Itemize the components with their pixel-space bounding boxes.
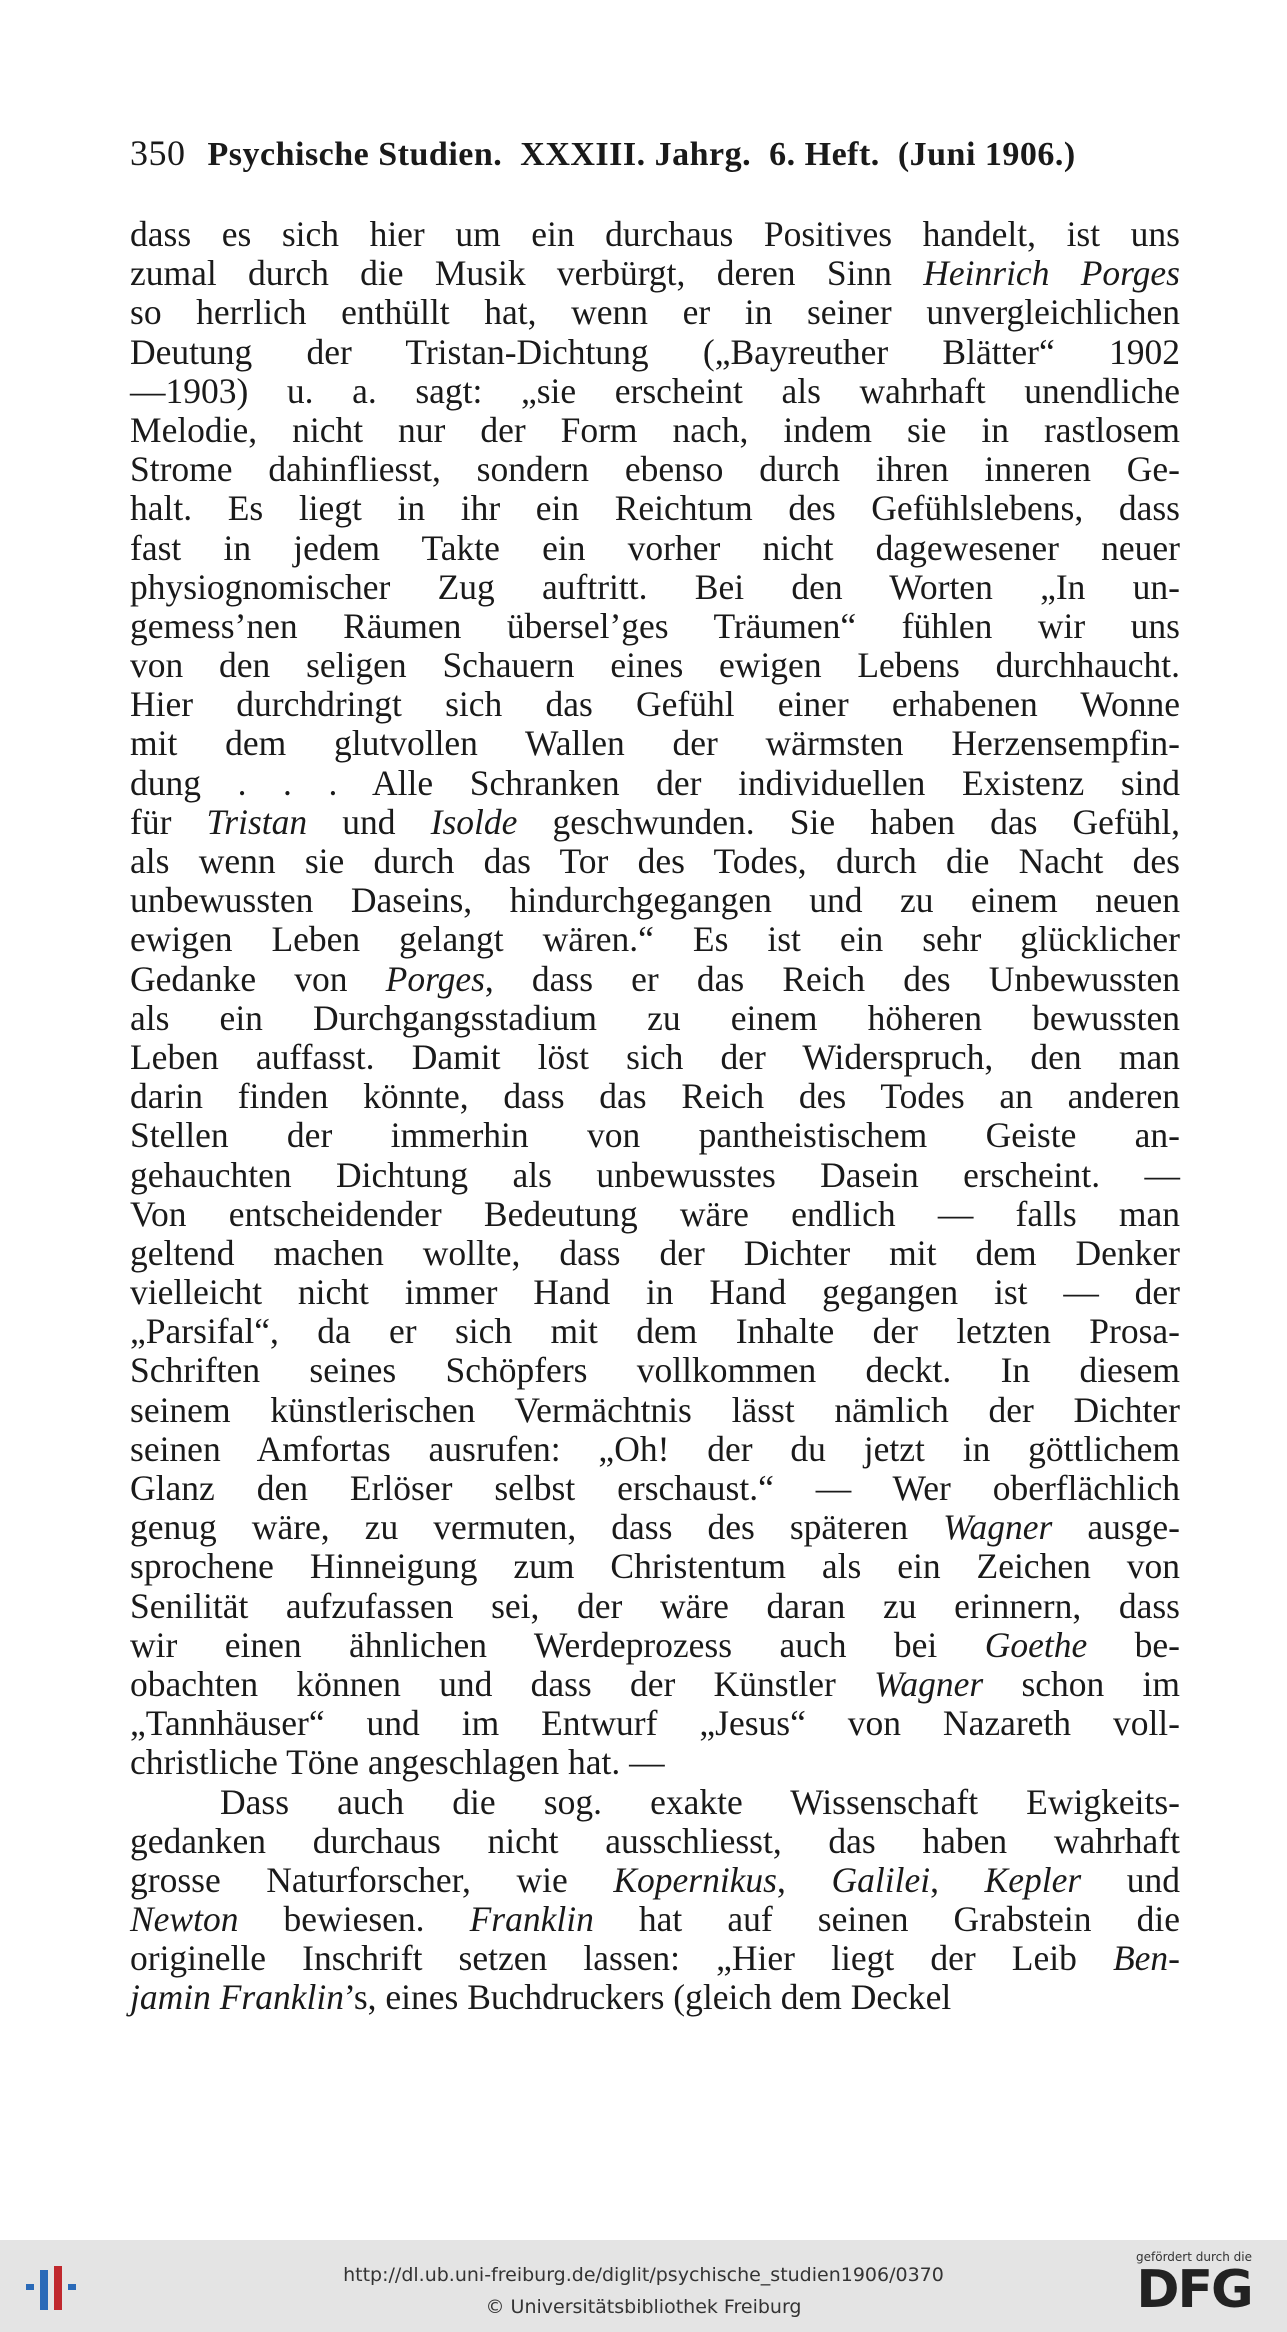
text-line — [130, 1978, 1180, 2017]
text-line — [130, 450, 1180, 489]
text-run: als ein Durchgangsstadium zu einem höheren bewussten — [130, 997, 1180, 1038]
text-run: so herrlich enthüllt hat, wenn er in seiner unvergleichlichen — [130, 292, 1180, 333]
text-run: dung . . . Alle Schranken der individuellen Existenz sind — [130, 762, 1180, 803]
text-line — [130, 1587, 1180, 1626]
text-run: Strome dahinfliesst, sondern ebenso durch ihren inneren Ge- — [130, 449, 1180, 490]
text-run: mit dem glutvollen Wallen der wärmsten Herzensempfin- — [130, 723, 1180, 764]
text-line — [130, 1077, 1180, 1116]
italic-name: Heinrich Porges — [923, 253, 1180, 294]
text-run: Glanz den Erlöser selbst erschaust.“ — Wer oberflächlich — [130, 1468, 1180, 1508]
text-line — [130, 960, 1180, 999]
text-line — [130, 411, 1180, 450]
issue: 6. Heft. — [769, 136, 880, 173]
text-run: seinem künstlerischen Vermächtnis lässt nämlich der Dichter — [130, 1389, 1180, 1430]
text-line — [130, 1626, 1180, 1665]
text-line — [130, 529, 1180, 568]
body-text — [130, 215, 1180, 2018]
italic-name: Ben- — [1112, 1938, 1180, 1979]
text-run: sprochene Hinneigung zum Christentum als ein Zeichen von — [130, 1546, 1180, 1587]
text-line — [130, 333, 1180, 372]
text-line — [130, 803, 1180, 842]
text-run: für — [130, 801, 207, 842]
text-run: Deutung der Tristan-Dichtung („Bayreuther Blätter“ 1902 — [130, 331, 1180, 372]
text-line — [130, 1391, 1180, 1430]
text-run: —1903) u. a. sagt: „sie erscheint als wahrhaft unendliche — [130, 370, 1180, 411]
text-run: , — [930, 1859, 985, 1900]
text-line — [130, 1038, 1180, 1077]
text-line — [130, 489, 1180, 528]
text-line — [130, 881, 1180, 920]
text-line — [130, 254, 1180, 293]
text-run: und — [307, 801, 431, 842]
text-line — [130, 215, 1180, 254]
italic-name: Franklin — [469, 1899, 594, 1940]
text-line — [130, 1861, 1180, 1900]
text-line — [130, 764, 1180, 803]
italic-name: Galilei — [831, 1859, 931, 1900]
text-run: zumal durch die Musik verbürgt, deren Sinn — [130, 253, 924, 294]
text-line — [130, 1665, 1180, 1704]
text-run: ewigen Leben gelangt wären.“ Es ist ein sehr glücklicher — [130, 919, 1180, 960]
text-run: gehauchten Dichtung als unbewusstes Dasein erscheint. — — [130, 1154, 1180, 1195]
text-line — [130, 1234, 1180, 1273]
italic-name: Newton — [130, 1899, 239, 1940]
funding-text: gefördert durch die — [1136, 2250, 1252, 2264]
italic-name: Tristan — [206, 801, 308, 842]
text-run: be- — [1087, 1624, 1180, 1665]
text-line — [130, 372, 1180, 411]
text-line — [130, 1116, 1180, 1155]
text-run: ’s, eines Buchdruckers (gleich dem Deckel — [343, 1977, 952, 2018]
running-header — [130, 132, 1180, 174]
text-line — [130, 1312, 1180, 1351]
text-run: , — [777, 1859, 832, 1900]
text-line — [130, 1469, 1180, 1508]
text-run: und — [1081, 1859, 1181, 1900]
text-run: dass es sich hier um ein durchaus Positives handelt, ist uns — [130, 214, 1180, 254]
italic-name: Isolde — [430, 801, 518, 842]
text-run: schon im — [983, 1663, 1180, 1704]
text-run: Senilität aufzufassen sei, der wäre daran zu erinnern, dass — [130, 1585, 1180, 1626]
text-run: halt. Es liegt in ihr ein Reichtum des Gefühlslebens, dass — [130, 488, 1180, 529]
italic-name: Goethe — [984, 1624, 1088, 1665]
text-run: fast in jedem Takte ein vorher nicht dagewesener neuer — [130, 527, 1180, 568]
text-run: Leben auffasst. Damit löst sich der Widerspruch, den man — [130, 1036, 1180, 1077]
text-run: Gedanke von — [130, 958, 386, 999]
text-line — [130, 1900, 1180, 1939]
text-line — [130, 999, 1180, 1038]
text-run: „Tannhäuser“ und im Entwurf „Jesus“ von Nazareth voll- — [130, 1703, 1180, 1744]
text-run: Melodie, nicht nur der Form nach, indem sie in rastlosem — [130, 409, 1180, 450]
text-run: ausge- — [1052, 1507, 1180, 1548]
text-line — [130, 1743, 1180, 1782]
text-run: „Parsifal“, da er sich mit dem Inhalte der letzten Prosa- — [130, 1311, 1180, 1352]
text-run: von den seligen Schauern eines ewigen Lebens durchhaucht. — [130, 645, 1180, 686]
text-run: Dass auch die sog. exakte Wissenschaft Ewigkeits- — [220, 1781, 1180, 1822]
text-line — [130, 1783, 1180, 1822]
text-run: grosse Naturforscher, wie — [130, 1859, 614, 1900]
issue-date: (Juni 1906.) — [897, 136, 1076, 173]
text-run: hat auf seinen Grabstein die — [593, 1899, 1180, 1940]
italic-name: Porges — [385, 958, 485, 999]
text-run: genug wäre, zu vermuten, dass des späteren — [130, 1507, 944, 1548]
italic-name: Wagner — [943, 1507, 1053, 1548]
text-run: als wenn sie durch das Tor des Todes, durch die Nacht des — [130, 841, 1180, 881]
text-line — [130, 1822, 1180, 1861]
italic-name: Kepler — [984, 1859, 1082, 1900]
text-line — [130, 646, 1180, 685]
text-line — [130, 1156, 1180, 1195]
text-run: bewiesen. — [238, 1899, 470, 1940]
text-run: geschwunden. Sie haben das Gefühl, — [517, 801, 1180, 842]
text-line — [130, 568, 1180, 607]
text-run: originelle Inschrift setzen lassen: „Hier liegt der Leib — [130, 1938, 1113, 1979]
volume: XXXIII. Jahrg. — [520, 136, 752, 173]
text-run: vielleicht nicht immer Hand in Hand gegangen ist — der — [130, 1272, 1180, 1313]
text-line — [130, 724, 1180, 763]
text-run: seinen Amfortas ausrufen: „Oh! der du jetzt in göttlichem — [130, 1428, 1180, 1469]
text-line — [130, 1430, 1180, 1469]
text-run: wir einen ähnlichen Werdeprozess auch bei — [130, 1624, 985, 1665]
text-run: , dass er das Reich des Unbewussten — [484, 958, 1180, 999]
text-run: Stellen der immerhin von pantheistischem Geiste an- — [130, 1115, 1180, 1156]
copyright: © Universitätsbibliothek Freiburg — [485, 2296, 802, 2318]
text-run: geltend machen wollte, dass der Dichter mit dem Denker — [130, 1232, 1180, 1273]
journal-title: Psychische Studien. — [207, 136, 503, 173]
text-run: christliche Töne angeschlagen hat. — — [130, 1742, 665, 1783]
text-line — [130, 1939, 1180, 1978]
text-line — [130, 920, 1180, 959]
text-line — [130, 685, 1180, 724]
text-run: unbewussten Daseins, hindurchgegangen und zu einem neuen — [130, 880, 1180, 921]
italic-name: Wagner — [874, 1663, 984, 1704]
text-line — [130, 293, 1180, 332]
text-line — [130, 607, 1180, 646]
text-run: gemess’nen Räumen übersel’ges Träumen“ fühlen wir uns — [130, 605, 1180, 646]
dfg-logo — [1119, 2250, 1269, 2320]
dfg-logo-text: DFG — [1136, 2260, 1252, 2320]
text-run: obachten können und dass der Künstler — [130, 1663, 875, 1704]
text-line — [130, 1508, 1180, 1547]
italic-name: Kopernikus — [613, 1859, 777, 1900]
text-line — [130, 1704, 1180, 1743]
viewer-footer — [0, 2240, 1287, 2332]
text-run: darin finden könnte, dass das Reich des Todes an anderen — [130, 1076, 1180, 1117]
text-run: Von entscheidender Bedeutung wäre endlich — falls man — [130, 1193, 1180, 1234]
text-line — [130, 1547, 1180, 1586]
source-url[interactable]: http://dl.ub.uni-freiburg.de/diglit/psychische_studien1906/0370 — [343, 2264, 944, 2286]
text-run: Schriften seines Schöpfers vollkommen deckt. In diesem — [130, 1350, 1180, 1391]
text-run: physiognomischer Zug auftritt. Bei den Worten „In un- — [130, 566, 1180, 607]
text-line — [130, 1351, 1180, 1390]
italic-name: jamin Franklin — [130, 1977, 344, 2018]
text-line — [130, 1273, 1180, 1312]
text-run: gedanken durchaus nicht ausschliesst, das haben wahrhaft — [130, 1820, 1180, 1861]
text-run: Hier durchdringt sich das Gefühl einer erhabenen Wonne — [130, 684, 1180, 725]
text-line — [130, 1195, 1180, 1234]
page-number: 350 — [130, 133, 186, 173]
text-line — [130, 842, 1180, 881]
